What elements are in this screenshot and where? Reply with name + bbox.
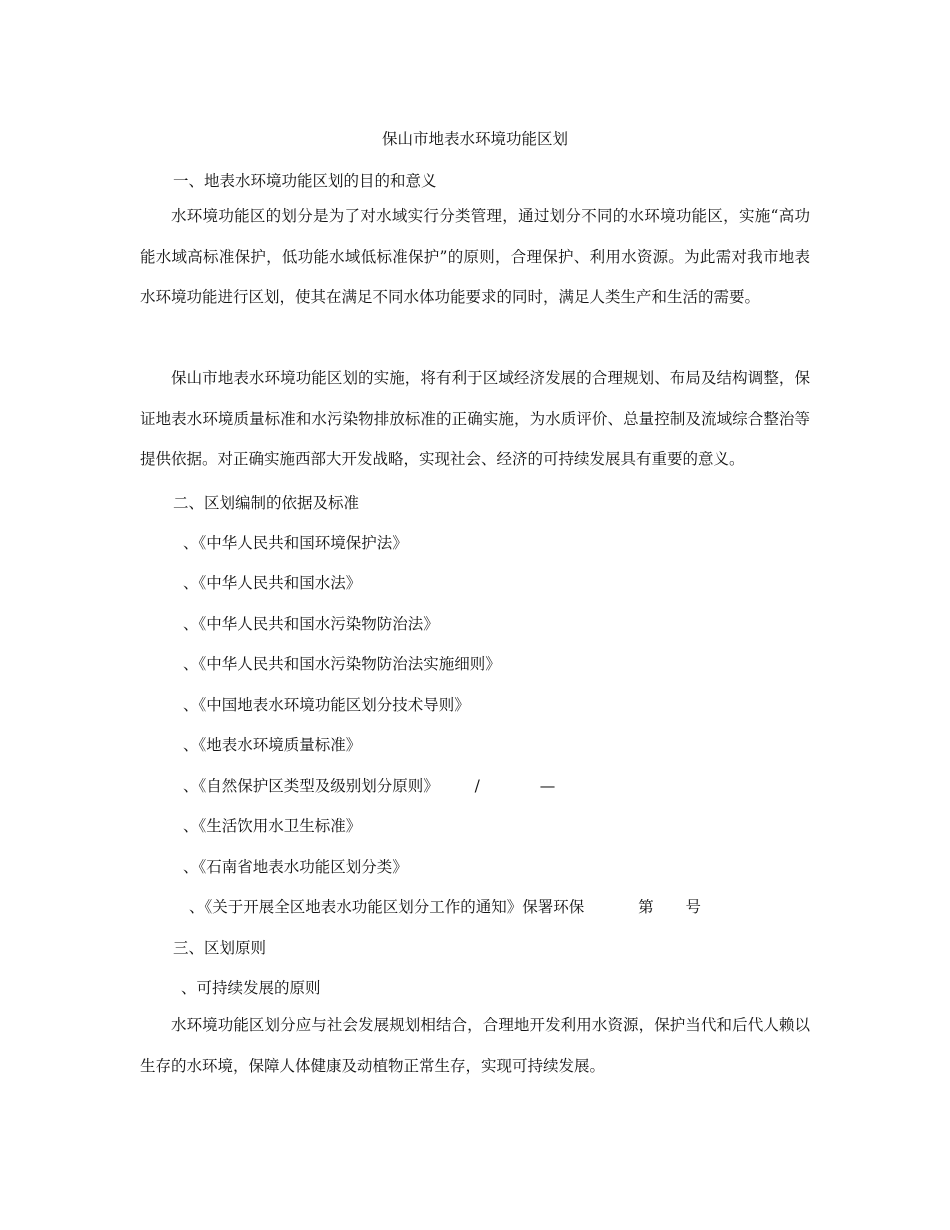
reference-item: 、《石南省地表水功能区划分类》 [183, 858, 408, 876]
reference-item: 、《地表水环境质量标准》 [183, 736, 362, 754]
reference-item [183, 776, 555, 796]
section3-paragraph: 水环境功能区划分应与社会发展规划相结合，合理地开发利用水资源，保护当代和后代人赖以生存的水环境，保障人体健康及动植物正常生存，实现可持续发展。 [140, 1016, 810, 1075]
section1-paragraph-2: 保山市地表水环境功能区划的实施，将有利于区域经济发展的合理规划、布局及结构调整，保证地表水环境质量标准和水污染物排放标准的正确实施，为水质评价、总量控制及流域综合整治等提供依据。对正确实施西部大开发战略，实现社会、经济的可持续发展具有重要的意义。 [140, 369, 810, 468]
reference-item-text: 、《自然保护区类型及级别划分原则》 [183, 777, 439, 795]
reference-item [189, 897, 701, 917]
reference-item-number-suffix: 号 [685, 898, 702, 916]
section2-heading: 二、区划编制的依据及标准 [173, 494, 360, 512]
section1-paragraph-1: 水环境功能区的划分是为了对水域实行分类管理，通过划分不同的水环境功能区，实施“高功能水域高标准保护，低功能水域低标准保护”的原则，合理保护、利用水资源。为此需对我市地表水环境功能进行区划，使其在满足不同水体功能要求的同时，满足人类生产和生活的需要。 [140, 207, 810, 306]
reference-item: 、《中华人民共和国环境保护法》 [183, 534, 408, 552]
reference-item-code-dash: — [539, 777, 556, 795]
section1-heading: 一、地表水环境功能区划的目的和意义 [173, 172, 437, 190]
section3-subheading: 、可持续发展的原则 [181, 979, 321, 997]
reference-item: 、《中华人民共和国水法》 [183, 574, 362, 592]
reference-item: 、《中华人民共和国水污染物防治法》 [183, 615, 439, 633]
section3-heading: 三、区划原则 [173, 939, 267, 957]
reference-item-code-separator: / [474, 777, 480, 795]
document-title: 保山市地表水环境功能区划 [381, 130, 568, 148]
reference-item-number-prefix: 第 [638, 898, 654, 916]
reference-item: 、《生活饮用水卫生标准》 [183, 817, 362, 835]
reference-item: 、《中华人民共和国水污染物防治法实施细则》 [183, 655, 501, 673]
reference-item: 、《中国地表水环境功能区划分技术导则》 [183, 696, 470, 714]
reference-item-text: 、《关于开展全区地表水功能区划分工作的通知》保署环保 [189, 898, 585, 916]
